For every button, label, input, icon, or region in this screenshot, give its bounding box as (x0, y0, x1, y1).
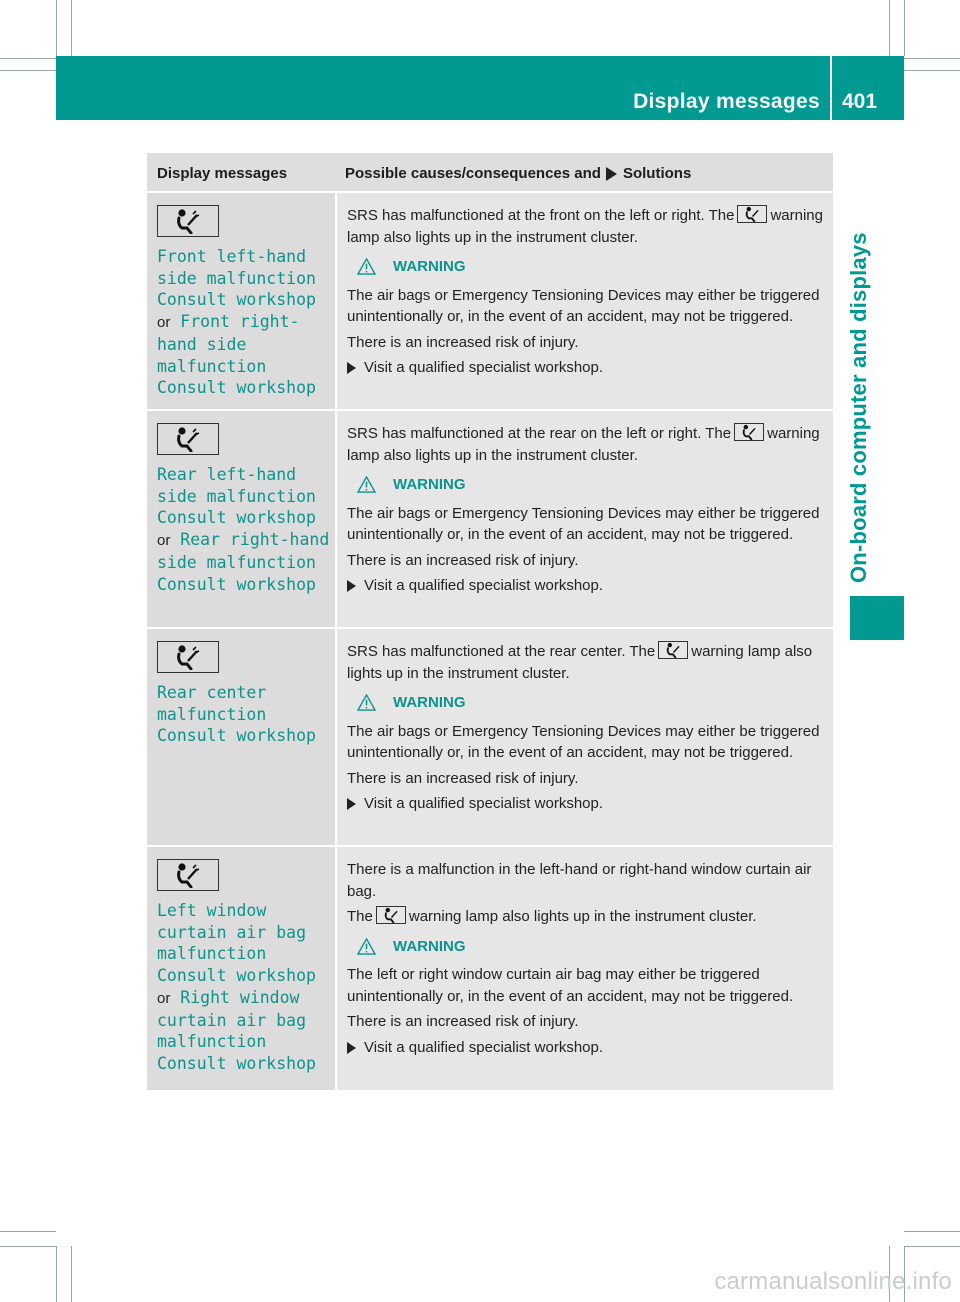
warning-triangle-icon (357, 694, 376, 711)
warning-text: The air bags or Emergency Tensioning Devices may either be triggered unintentionally or, in the event of an accident, may not be triggered. (347, 722, 820, 761)
warning-text: The left or right window curtain air bag may either be triggered unintentionally or, in the event of an accident, may not be triggered. (347, 966, 794, 1005)
display-message-cell (147, 629, 335, 845)
table-header (147, 153, 833, 191)
step-arrow-icon (347, 362, 356, 374)
cause-text: SRS has malfunctioned at the rear center. The warning lamp also lights up in the instrument cluster. (347, 643, 813, 682)
warning-heading: WARNING (357, 692, 827, 714)
cause-text: SRS has malfunctioned at the front on the left or right. The warning lamp also lights up in the instrument cluster. (347, 207, 823, 246)
risk-text: There is an increased risk of injury. (347, 769, 579, 787)
warning-heading: WARNING (357, 256, 827, 278)
crop-mark (0, 70, 56, 71)
causes-solutions-cell (337, 629, 833, 845)
warning-triangle-icon (357, 476, 376, 493)
crop-mark (904, 1231, 960, 1232)
airbag-warning-icon (157, 423, 219, 455)
causes-solutions-cell (337, 411, 833, 627)
watermark: carmanualsonline.info (714, 1268, 952, 1295)
display-message-text: Front left-hand side malfunction Consult workshop or Front right- hand side malfunction Consult workshop (157, 247, 316, 398)
page-title: Display messages (633, 90, 820, 113)
airbag-warning-icon (376, 906, 406, 924)
crop-mark (904, 1246, 960, 1247)
airbag-warning-icon (658, 641, 688, 659)
display-message-cell (147, 847, 335, 1090)
risk-text: There is an increased risk of injury. (347, 1013, 579, 1030)
crop-mark (71, 1246, 72, 1302)
warning-heading: WARNING (357, 936, 827, 958)
airbag-warning-icon (157, 641, 219, 673)
crop-mark (904, 0, 905, 56)
risk-text: There is an increased risk of injury. (347, 333, 579, 351)
solution-step: Visit a qualified specialist workshop. (347, 575, 827, 597)
table-row (147, 193, 833, 409)
airbag-warning-icon (157, 205, 219, 237)
causes-solutions-cell (337, 193, 833, 409)
page-number: 401 (842, 90, 878, 113)
crop-mark (0, 1231, 56, 1232)
crop-mark (56, 0, 57, 56)
step-arrow-icon (347, 1042, 356, 1054)
airbag-warning-icon (737, 205, 767, 223)
crop-mark (904, 70, 960, 71)
cause-text: The warning lamp also lights up in the instrument cluster. (347, 908, 757, 925)
step-arrow-icon (347, 580, 356, 592)
warning-triangle-icon (357, 258, 376, 275)
cause-text: SRS has malfunctioned at the rear on the left or right. The warning lamp also lights up in the instrument cluster. (347, 425, 820, 464)
table-row (147, 411, 833, 627)
solution-step: Visit a qualified specialist workshop. (347, 1037, 827, 1059)
display-message-text: Rear center malfunction Consult workshop (157, 683, 316, 746)
play-arrow-icon (606, 167, 617, 181)
warning-text: The air bags or Emergency Tensioning Devices may either be triggered unintentionally or, in the event of an accident, may not be triggered. (347, 504, 820, 543)
display-message-text: Left window curtain air bag malfunction Consult workshop or Right window curtain air bag malfunction Consult workshop (157, 901, 316, 1073)
table-row (147, 629, 833, 845)
messages-table (147, 153, 833, 1090)
table-row (147, 847, 833, 1090)
crop-mark (904, 58, 960, 59)
airbag-warning-icon (734, 423, 764, 441)
warning-triangle-icon (357, 938, 376, 955)
cause-intro: There is a malfunction in the left-hand or right-hand window curtain air bag. (347, 861, 812, 900)
warning-text: The air bags or Emergency Tensioning Devices may either be triggered unintentionally or, in the event of an accident, may not be triggered. (347, 286, 820, 325)
display-message-cell (147, 193, 335, 409)
airbag-warning-icon (157, 859, 219, 891)
warning-heading: WARNING (357, 474, 827, 496)
col-header-causes: Possible causes/consequences and Solutions (345, 165, 692, 182)
causes-solutions-cell (337, 847, 833, 1090)
risk-text: There is an increased risk of injury. (347, 551, 579, 569)
crop-mark (0, 58, 56, 59)
crop-mark (71, 0, 72, 56)
crop-mark (0, 1246, 56, 1247)
solution-step: Visit a qualified specialist workshop. (347, 793, 827, 815)
solution-step: Visit a qualified specialist workshop. (347, 357, 827, 379)
step-arrow-icon (347, 798, 356, 810)
side-tab-block (850, 596, 904, 640)
header-divider (830, 56, 832, 120)
crop-mark (889, 0, 890, 56)
display-message-cell (147, 411, 335, 627)
col-header-display: Display messages (157, 165, 288, 182)
crop-mark (56, 1246, 57, 1302)
display-message-text: Rear left-hand side malfunction Consult workshop or Rear right-hand side malfunction Consult workshop (157, 465, 330, 594)
